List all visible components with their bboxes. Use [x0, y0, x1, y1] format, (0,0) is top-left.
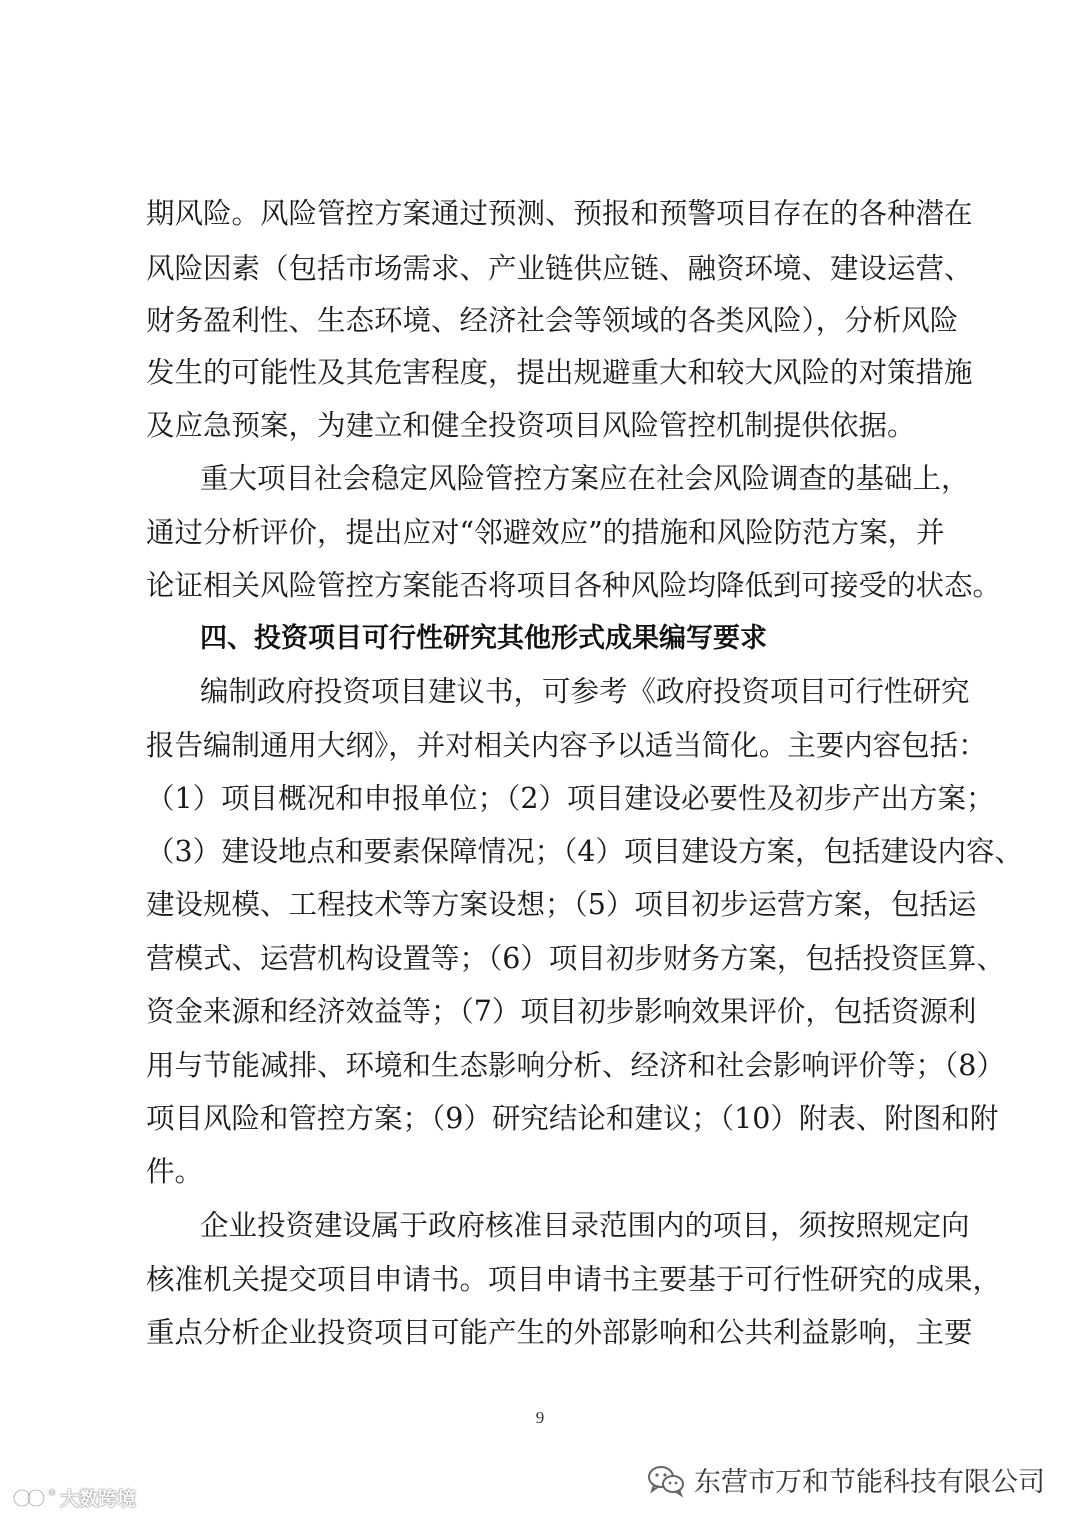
- paragraph-first-line: 重大项目社会稳定风险管控方案应在社会风险调查的基础上，: [200, 462, 970, 495]
- body-line: 期风险。风险管控方案通过预测、预报和预警项目存在的各种潜在: [146, 197, 973, 230]
- body-line: 核准机关提交项目申请书。项目申请书主要基于可行性研究的成果，: [146, 1263, 1002, 1296]
- body-line: 件。: [146, 1155, 204, 1188]
- paragraph-first-line: 编制政府投资项目建议书，可参考《政府投资项目可行性研究: [200, 675, 970, 708]
- svg-text:®: ®: [48, 1487, 56, 1497]
- body-line: 报告编制通用大纲》，并对相关内容予以适当简化。主要内容包括：: [146, 729, 987, 762]
- body-line: 建设规模、工程技术等方案设想；（5）项目初步运营方案，包括运: [146, 888, 977, 921]
- body-line: 营模式、运营机构设置等；（6）项目初步财务方案，包括投资匡算、: [146, 942, 1005, 975]
- paragraph-first-line: 企业投资建设属于政府核准目录范围内的项目，须按照规定向: [200, 1209, 970, 1242]
- body-line: 及应急预案，为建立和健全投资项目风险管控机制提供依据。: [146, 409, 916, 442]
- body-line: 通过分析评价，提出应对“邻避效应”的措施和风险防范方案，并: [146, 516, 945, 549]
- body-line: 用与节能减排、环境和生态影响分析、经济和社会影响评价等；（8）: [146, 1049, 1005, 1082]
- body-line: 项目风险和管控方案；（9）研究结论和建议；（10）附表、附图和附: [146, 1102, 999, 1135]
- body-line: 重点分析企业投资项目可能产生的外部影响和公共利益影响，主要: [146, 1316, 973, 1349]
- body-line: （1）项目概况和申报单位；（2）项目建设必要性及初步产出方案；: [146, 782, 995, 815]
- watermark-left: [12, 1484, 136, 1511]
- body-line: 论证相关风险管控方案能否将项目各种风险均降低到可接受的状态。: [146, 569, 1002, 602]
- watermark-right-text: 东营市万和节能科技有限公司: [694, 1467, 1045, 1498]
- body-line: 资金来源和经济效益等；（7）项目初步影响效果评价，包括资源利: [146, 995, 977, 1028]
- body-line: 财务盈利性、生态环境、经济社会等领域的各类风险），分析风险: [146, 304, 959, 337]
- watermark-left-text: 大数跨境: [60, 1488, 137, 1510]
- body-line: 发生的可能性及其危害程度，提出规避重大和较大风险的对策措施: [146, 356, 973, 389]
- body-line: 风险因素（包括市场需求、产业链供应链、融资环境、建设运营、: [146, 252, 973, 285]
- body-line: （3）建设地点和要素保障情况；（4）项目建设方案，包括建设内容、: [146, 835, 1024, 868]
- page-number: 9: [535, 1408, 545, 1427]
- wechat-icon: [646, 1463, 686, 1497]
- dashujuajing-logo-icon: [12, 1485, 54, 1511]
- section-heading: 四、投资项目可行性研究其他形式成果编写要求: [200, 623, 767, 654]
- watermark-right: [646, 1460, 1045, 1499]
